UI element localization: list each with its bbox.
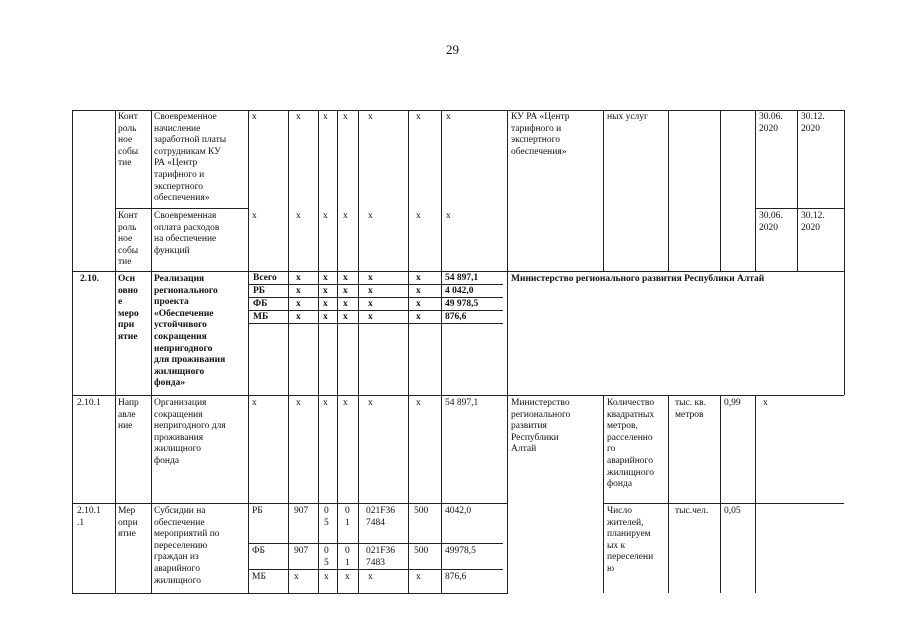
amount-total: 54 897,1: [445, 273, 479, 283]
source-fb: ФБ: [252, 546, 265, 556]
rz-code: 0 5: [324, 546, 329, 568]
cell-x: х: [296, 398, 301, 408]
cell-x: х: [368, 299, 373, 309]
vr-code: х: [416, 572, 421, 582]
cell-x: х: [323, 273, 328, 283]
source-rb: РБ: [252, 506, 263, 516]
cell-x: х: [343, 286, 348, 296]
cell-x: х: [343, 112, 348, 122]
event-type: Мер опри ятие: [118, 506, 138, 540]
cell-x: х: [416, 211, 421, 221]
end-date: 30.12. 2020: [801, 112, 825, 134]
cell-x: х: [343, 312, 348, 322]
cell-x: х: [368, 273, 373, 283]
vr-code: 500: [414, 506, 429, 516]
cell-x: х: [252, 112, 257, 122]
cell-x: х: [252, 398, 257, 408]
cell-x: х: [323, 112, 328, 122]
cell-x: х: [343, 299, 348, 309]
cell-x: х: [323, 299, 328, 309]
row-divider: [603, 503, 844, 504]
source-mb: МБ: [252, 572, 266, 582]
direction-name: Организация сокращения непригодного для проживания жилищного фонда: [154, 398, 226, 466]
row-divider: [72, 503, 508, 504]
cell-x: х: [323, 312, 328, 322]
column-border: [797, 110, 798, 271]
pr-code: 0 1: [345, 546, 350, 568]
table-top-border: [72, 110, 844, 111]
column-border: [603, 395, 604, 593]
amount-mb: 876,6: [445, 572, 467, 582]
cell-x: х: [416, 273, 421, 283]
column-border: [668, 110, 669, 271]
main-executor: Министерство регионального развития Республики Алтай: [511, 274, 765, 284]
cell-x: х: [296, 112, 301, 122]
row-number: 2.10.1 .1: [77, 506, 101, 528]
cell-x: х: [368, 112, 373, 122]
csr-code: 021F36 7483: [366, 546, 396, 568]
amount-fb: 49978,5: [445, 546, 476, 556]
control-event-name: Своевременная оплата расходов на обеспечение функций: [154, 211, 220, 256]
cell-x: х: [416, 398, 421, 408]
cell-x: х: [446, 112, 451, 122]
main-event-name: Реализация регионального проекта «Обеспечение устойчивого сокращения непригодного для проживания жилищного фонда»: [154, 274, 226, 389]
cell-x: х: [416, 299, 421, 309]
cell-x: х: [368, 398, 373, 408]
grbs-code: 907: [294, 506, 309, 516]
indicator: ных услуг: [607, 112, 648, 122]
csr-code: х: [368, 572, 373, 582]
direction-type: Напр авле ние: [118, 398, 139, 432]
executor: КУ РА «Центр тарифного и экспертного обеспечения»: [511, 112, 570, 157]
grbs-code: 907: [294, 546, 309, 556]
csr-code: 021F36 7484: [366, 506, 396, 528]
pr-code: 0 1: [345, 506, 350, 528]
column-border: [603, 110, 604, 271]
event-value: 0,05: [724, 506, 741, 516]
column-border: [115, 110, 116, 593]
row-divider: [755, 208, 844, 209]
column-border: [408, 110, 409, 593]
event-name: Субсидии на обеспечение мероприятий по переселению граждан из аварийного жилищного: [154, 506, 220, 586]
amount-rb: 4 042,0: [445, 286, 474, 296]
cell-x: х: [416, 286, 421, 296]
event-unit: тыс.чел.: [675, 506, 709, 516]
cell-x: х: [368, 211, 373, 221]
pr-code: х: [345, 572, 350, 582]
column-border: [337, 110, 338, 593]
direction-indicator: Количество квадратных метров, расселенно го аварийного жилищного фонда: [607, 398, 655, 490]
cell-x: х: [368, 286, 373, 296]
direction-value: 0,99: [724, 398, 741, 408]
source-rb: РБ: [253, 286, 266, 296]
column-border: [318, 110, 319, 593]
end-date: 30.12. 2020: [801, 211, 825, 233]
amount-fb: 49 978,5: [445, 299, 479, 309]
column-border: [755, 395, 756, 593]
cell-x: х: [416, 112, 421, 122]
page-number: 29: [446, 42, 459, 57]
column-border: [844, 110, 845, 395]
cell-x: х: [296, 299, 301, 309]
control-event-name: Своевременное начисление заработной платы сотрудникам КУ РА «Центр тарифного и экспертного обеспечения»: [154, 112, 227, 204]
cell-x: х: [343, 211, 348, 221]
cell-x: х: [252, 211, 257, 221]
source-mb: МБ: [253, 312, 269, 322]
row-divider: [72, 271, 844, 272]
column-border: [441, 110, 442, 593]
event-indicator: Число жителей, планируем ых к переселени ю: [607, 506, 654, 574]
row-divider: [115, 208, 248, 209]
source-total: Всего: [253, 273, 277, 283]
cell-x: х: [368, 312, 373, 322]
column-border: [720, 395, 721, 593]
cell-x: х: [323, 398, 328, 408]
row-divider: [248, 543, 503, 544]
amount-mb: 876,6: [445, 312, 467, 322]
direction-extra: х: [763, 398, 768, 408]
control-event-type: Конт роль ное собы тие: [118, 112, 139, 169]
column-border: [248, 110, 249, 593]
column-border: [668, 395, 669, 593]
grbs-code: х: [294, 572, 299, 582]
cell-x: х: [296, 211, 301, 221]
column-border: [358, 110, 359, 593]
column-border: [720, 110, 721, 271]
cell-x: х: [296, 312, 301, 322]
row-divider: [72, 395, 844, 396]
amount-rb: 4042,0: [445, 506, 472, 516]
control-event-type: Конт роль ное собы тие: [118, 211, 139, 268]
main-event-type: Осн овно е меро при ятие: [118, 274, 139, 342]
column-border: [288, 110, 289, 593]
direction-amount: 54 897,1: [445, 398, 479, 408]
start-date: 30.06. 2020: [759, 112, 783, 134]
source-fb: ФБ: [253, 299, 268, 309]
cell-x: х: [416, 312, 421, 322]
direction-executor: Министерство регионального развития Республики Алтай: [511, 398, 571, 455]
rz-code: х: [324, 572, 329, 582]
column-border: [755, 110, 756, 271]
direction-unit: тыс. кв. метров: [675, 398, 706, 420]
column-border: [507, 110, 508, 593]
cell-x: х: [323, 211, 328, 221]
column-border: [72, 110, 73, 593]
cell-x: х: [323, 286, 328, 296]
table-bottom-border: [72, 593, 508, 594]
column-border: [151, 110, 152, 593]
row-number: 2.10.1: [77, 398, 101, 408]
cell-x: х: [343, 273, 348, 283]
row-number: 2.10.: [80, 274, 99, 284]
cell-x: х: [343, 398, 348, 408]
cell-x: х: [446, 211, 451, 221]
vr-code: 500: [414, 546, 429, 556]
rz-code: 0 5: [324, 506, 329, 528]
start-date: 30.06. 2020: [759, 211, 783, 233]
cell-x: х: [296, 286, 301, 296]
cell-x: х: [296, 273, 301, 283]
